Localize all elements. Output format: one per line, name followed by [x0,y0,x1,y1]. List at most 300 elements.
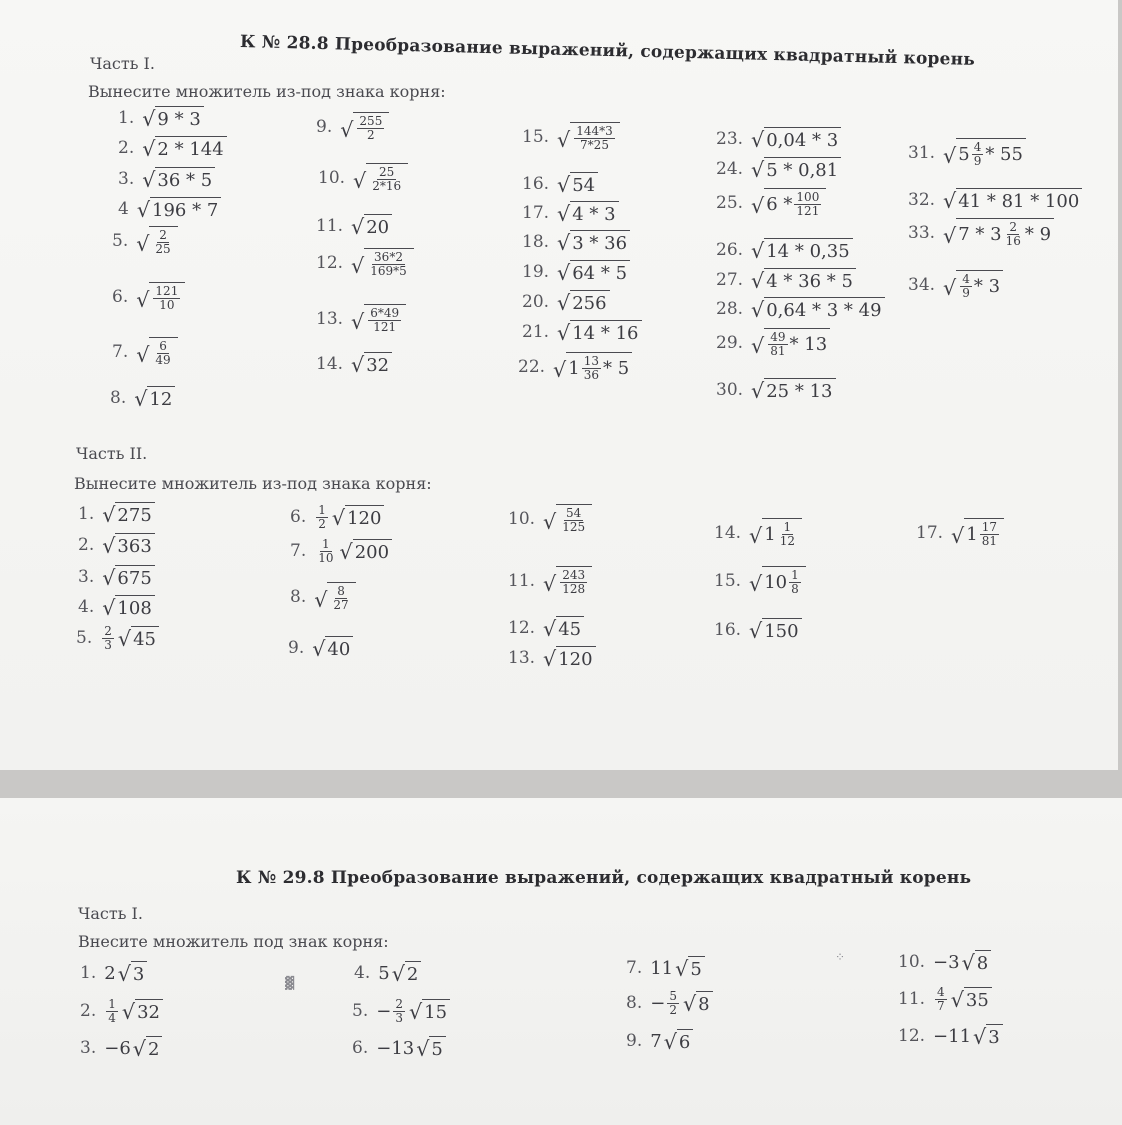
radicand-prefix: 1 [966,523,978,545]
coefficient [104,963,115,984]
exercise-number: 15. [522,126,550,147]
radicand-fraction [368,251,409,277]
exercise-number: 28. [716,299,744,319]
exercise-number: 22. [518,356,546,377]
exercise-item [508,646,596,670]
radicand-prefix: 6 * [766,193,793,215]
square-root [557,290,610,314]
square-root [962,950,992,974]
exercise-item [118,106,204,130]
radical-sign-icon: √ [751,194,765,219]
radicand-value: 25 * 13 [766,381,833,402]
square-root [943,138,1026,167]
exercise-number: 4 [118,199,129,219]
radicand [364,352,392,376]
fraction-numerator: 25 [379,165,395,179]
coefficient-value: 5 [378,962,390,984]
radical-sign-icon: √ [557,231,571,256]
fraction-numerator: 2 [395,997,403,1011]
radicand [570,201,618,225]
radicand-fraction [560,507,587,533]
radicand-value: 3 [132,964,145,985]
radicand-value: 0,64 * 3 * 49 [766,300,882,321]
coefficient-value: 2 [104,962,116,984]
coefficient [650,958,673,979]
fraction-numerator: 49 [770,330,786,344]
radicand [956,218,1054,247]
square-root [943,188,1082,212]
coefficient-fraction [935,986,947,1012]
radical-sign-icon: √ [136,232,150,257]
exercise-number: 18. [522,232,550,252]
radicand [364,214,392,238]
square-root [392,961,422,985]
square-root [557,230,630,254]
radicand-value: 8 [698,994,710,1016]
radicand-value: 4 * 36 * 5 [766,271,853,292]
radical-sign-icon: √ [416,1037,430,1062]
radical-sign-icon: √ [142,107,156,132]
radicand [956,188,1082,212]
radical-sign-icon: √ [331,506,346,531]
radical-sign-icon: √ [132,1037,146,1062]
square-root [751,297,885,321]
radicand-value: 3 * 36 [572,233,628,254]
square-root [118,626,159,650]
exercise-item [78,565,155,589]
radical-sign-icon: √ [142,168,156,193]
radicand [115,502,154,526]
radical-sign-icon: √ [543,510,557,535]
radicand-fraction [153,229,172,255]
fraction-denominator: 2 [318,516,326,531]
exercise-number: 12. [898,1026,926,1046]
square-root [340,112,389,141]
radical-sign-icon: √ [351,353,365,378]
exercise-number: 3. [78,567,95,587]
radical-sign-icon: √ [102,503,116,528]
square-root [557,260,630,284]
radicand [764,328,830,357]
radicand-fraction [560,569,587,595]
square-root [973,1024,1003,1048]
radicand-value: 20 [366,217,390,238]
radicand-fraction [789,569,801,595]
fraction-numerator: 6*49 [370,306,400,320]
exercise-item [354,961,421,985]
square-root [557,122,620,151]
pencil-mark: ⁘ [835,950,846,964]
exercise-item [716,328,830,357]
coefficient-fraction [393,998,405,1024]
radicand [764,297,884,321]
square-root [751,328,830,357]
exercise-item [76,625,159,651]
radicand [429,1036,445,1060]
square-root [543,504,592,533]
radicand-value: 12 [149,389,173,410]
radicand [677,1029,693,1053]
radical-sign-icon: √ [749,524,763,549]
exercise-number: 10. [508,508,536,529]
part-2-label: Часть II. [76,444,148,463]
exercise-item [522,320,642,344]
fraction-denominator: 125 [562,519,586,534]
exercise-number: 30. [716,380,744,400]
square-root [134,386,175,410]
coefficient-fraction [316,538,335,564]
radicand [149,282,185,311]
radicand [570,230,630,254]
exercise-item [316,112,389,141]
radicand-fraction [574,125,615,151]
exercise-item [112,337,178,366]
fraction-denominator: 81 [981,533,997,548]
radicand [688,956,704,980]
radicand [353,112,389,141]
exercise-item [522,122,620,151]
fraction-denominator: 2 [669,1002,677,1017]
exercise-item [908,218,1054,247]
radicand [155,106,203,130]
exercise-item [508,504,592,533]
radicand [345,505,384,529]
radicand [975,950,991,974]
coefficient-value: − [376,1000,392,1022]
radical-sign-icon: √ [351,215,365,240]
fraction-numerator: 121 [155,284,179,298]
exercise-number: 4. [354,963,371,983]
fraction-numerator: 255 [359,114,383,128]
pencil-mark: ▓ [285,976,295,990]
radicand [570,172,598,196]
exercise-item [352,998,450,1024]
coefficient [650,1031,661,1052]
exercise-number: 8. [110,388,127,408]
coefficient [933,986,949,1012]
radical-sign-icon: √ [557,173,571,198]
exercise-item [118,167,215,191]
exercise-item [714,566,806,595]
radicand [155,136,226,160]
square-root [749,618,802,642]
radical-sign-icon: √ [943,144,957,169]
radicand-suffix: * 5 [602,357,630,379]
exercise-number: 12. [316,252,344,273]
exercise-item [716,127,841,151]
square-root [142,167,215,191]
fraction-numerator: 5 [669,989,677,1003]
radicand-value: 45 [558,619,582,640]
part-1-instruction: Вынесите множитель из-под знака корня: [88,82,446,101]
radical-sign-icon: √ [751,128,765,153]
exercise-number: 5. [76,628,93,649]
radicand-prefix: 1 [568,357,580,379]
radicand-value: 40 [327,639,351,660]
fraction-numerator: 36*2 [374,250,403,264]
radicand [115,565,154,589]
coefficient [933,1026,971,1047]
radicand-value: 150 [764,621,799,642]
exercise-number: 14. [714,522,742,543]
radical-sign-icon: √ [136,198,151,223]
radical-sign-icon: √ [751,298,765,323]
exercise-number: 8. [290,586,307,607]
exercise-number: 3. [118,169,135,189]
exercise-number: 26. [716,240,744,260]
radical-sign-icon: √ [121,1000,136,1025]
radical-sign-icon: √ [751,334,765,359]
fraction-numerator: 6 [159,339,167,353]
radicand [964,987,992,1011]
worksheet-title: К № 29.8 Преобразование выражений, содержащих квадратный корень [236,868,972,888]
radicand-value: 675 [117,568,152,589]
exercise-number: 20. [522,292,550,312]
radicand [764,188,826,217]
radical-sign-icon: √ [675,957,689,982]
exercise-number: 33. [908,222,936,243]
fraction-numerator: 1 [791,568,799,582]
coefficient [376,1038,414,1059]
radical-sign-icon: √ [961,951,975,976]
exercise-item [898,1024,1003,1048]
fraction-numerator: 4 [973,140,982,154]
square-root [557,320,641,344]
radicand [570,122,620,151]
radicand [764,127,841,151]
radical-sign-icon: √ [751,379,765,404]
square-root [553,352,632,381]
exercise-item [716,188,826,217]
exercise-number: 16. [714,620,742,640]
radicand-fraction [778,521,797,547]
square-root [409,999,450,1023]
coefficient-value: 11 [650,957,674,979]
exercise-number: 10. [318,167,346,188]
exercise-number: 3. [80,1038,97,1058]
exercise-item [78,533,155,557]
fraction-denominator: 81 [770,343,786,358]
radicand [956,270,1003,299]
exercise-item [716,268,856,292]
coefficient [314,538,337,564]
radicand-value: 6 [678,1032,691,1053]
square-root [543,646,596,670]
exercise-number: 7. [626,958,643,978]
exercise-number: 11. [316,216,344,236]
radicand-fraction [368,307,401,333]
radicand [556,646,595,670]
radicand-value: 14 * 0,35 [766,241,850,262]
exercise-number: 2. [80,1001,97,1022]
radical-sign-icon: √ [353,169,367,194]
radicand-value: 32 [366,355,390,376]
fraction-numerator: 4 [962,272,970,286]
radicand-value: 256 [572,293,607,314]
exercise-number: 2. [78,535,95,555]
coefficient-value: − [650,992,666,1014]
radical-sign-icon: √ [136,343,150,368]
fraction-numerator: 1 [108,997,116,1011]
exercise-item [898,950,991,974]
radicand-value: 15 [424,1002,448,1024]
radicand [956,138,1026,167]
square-root [751,127,841,151]
radicand-value: 32 [137,1002,160,1024]
exercise-number: 14. [316,354,344,374]
exercise-item [518,352,632,381]
exercise-item [908,188,1082,212]
fraction-numerator: 2 [104,624,112,638]
exercise-item [908,270,1003,299]
radicand [147,386,175,410]
exercise-number: 34. [908,274,936,295]
exercise-item [78,595,155,619]
fraction-denominator: 169*5 [370,263,407,278]
fraction-denominator: 128 [562,581,586,596]
radicand [131,626,159,650]
radical-sign-icon: √ [749,572,763,597]
radicand-value: 275 [117,505,152,526]
exercise-number: 17. [522,203,550,223]
radicand [131,961,147,985]
exercise-number: 16. [522,174,550,194]
exercise-item [288,636,353,660]
square-root [133,1036,163,1060]
fraction-denominator: 4 [108,1010,116,1025]
exercise-item [118,136,227,160]
worksheet-title: К № 28.8 Преобразование выражений, содержащих квадратный корень [239,32,976,70]
square-root [543,566,592,595]
exercise-item [626,990,713,1016]
exercise-number: 15. [714,570,742,591]
part-1-label: Часть I. [78,904,143,923]
fraction-numerator: 4 [937,985,945,999]
radical-sign-icon: √ [557,202,571,227]
exercise-number: 13. [508,648,536,668]
coefficient-fraction [106,998,118,1024]
square-root [557,172,598,196]
radicand [570,260,630,284]
square-root [340,539,393,563]
square-root [142,106,204,130]
radicand-value: 5 [690,959,702,980]
square-root [751,157,841,181]
fraction-denominator: 16 [1005,233,1021,248]
radicand-value: 2 [147,1039,160,1060]
radical-sign-icon: √ [136,288,150,313]
exercise-number: 25. [716,192,744,213]
radical-sign-icon: √ [943,189,957,214]
square-root [102,565,155,589]
radicand-value: 4 * 3 [572,204,616,225]
exercise-item [626,956,705,980]
radicand [422,999,450,1023]
radical-sign-icon: √ [339,540,353,565]
radicand [149,337,177,366]
radicand-prefix: 7 * 3 [958,223,1002,245]
exercise-number: 6. [290,507,307,528]
radical-sign-icon: √ [102,596,116,621]
radicand-value: 363 [117,536,152,557]
fraction-denominator: 10 [159,297,175,312]
exercise-number: 6. [352,1038,369,1058]
coefficient-fraction [316,504,328,530]
exercise-number: 17. [916,522,944,543]
exercise-item [80,998,163,1024]
exercise-number: 5. [112,230,129,251]
coefficient [314,504,330,530]
radicand [364,248,414,277]
radicand-value: 64 * 5 [572,263,628,284]
exercise-item [318,163,408,192]
square-root [137,197,221,221]
exercise-number: 1. [78,504,95,524]
coefficient-fraction [102,625,114,651]
radicand [964,518,1004,547]
radical-sign-icon: √ [557,128,571,153]
fraction-denominator: 49 [155,352,171,367]
coefficient [104,998,120,1024]
square-root [951,518,1004,547]
radical-sign-icon: √ [751,158,765,183]
radicand [570,320,641,344]
radicand [405,961,421,985]
fraction-numerator: 243 [562,568,586,582]
exercise-number: 10. [898,952,926,972]
square-root [122,999,163,1023]
exercise-item [290,538,392,564]
exercise-item [80,1036,162,1060]
coefficient-value: −11 [933,1025,972,1047]
radical-sign-icon: √ [117,627,132,652]
fraction-numerator: 2 [1009,220,1018,234]
fraction-denominator: 25 [155,241,171,256]
part-2-instruction: Вынесите множитель из-под знака корня: [74,474,432,493]
radicand [986,1024,1002,1048]
radicand [556,504,592,533]
radical-sign-icon: √ [682,992,697,1017]
radical-sign-icon: √ [749,619,763,644]
radical-sign-icon: √ [543,572,557,597]
radicand [762,566,806,595]
radical-sign-icon: √ [543,617,557,642]
radicand-suffix: * 55 [985,143,1023,165]
exercise-item [916,518,1004,547]
radicand [149,226,177,255]
radicand-fraction [370,166,403,192]
exercise-item [112,282,185,311]
exercise-item [352,1036,446,1060]
radical-sign-icon: √ [142,137,156,162]
exercise-number: 21. [522,322,550,342]
exercise-item [716,238,853,262]
coefficient-value: −6 [104,1037,131,1059]
radicand-fraction [972,141,984,167]
radical-sign-icon: √ [134,387,148,412]
exercise-number: 11. [898,989,926,1010]
exercise-number: 29. [716,332,744,353]
radicand-fraction [960,273,972,299]
radicand [146,1036,162,1060]
square-root [351,352,392,376]
exercise-item [316,248,414,277]
radicand-suffix: * 13 [789,333,828,355]
radicand-value: 2 [406,964,419,985]
exercise-number: 23. [716,129,744,149]
coefficient-value: 7 [650,1030,662,1052]
radical-sign-icon: √ [950,988,964,1013]
